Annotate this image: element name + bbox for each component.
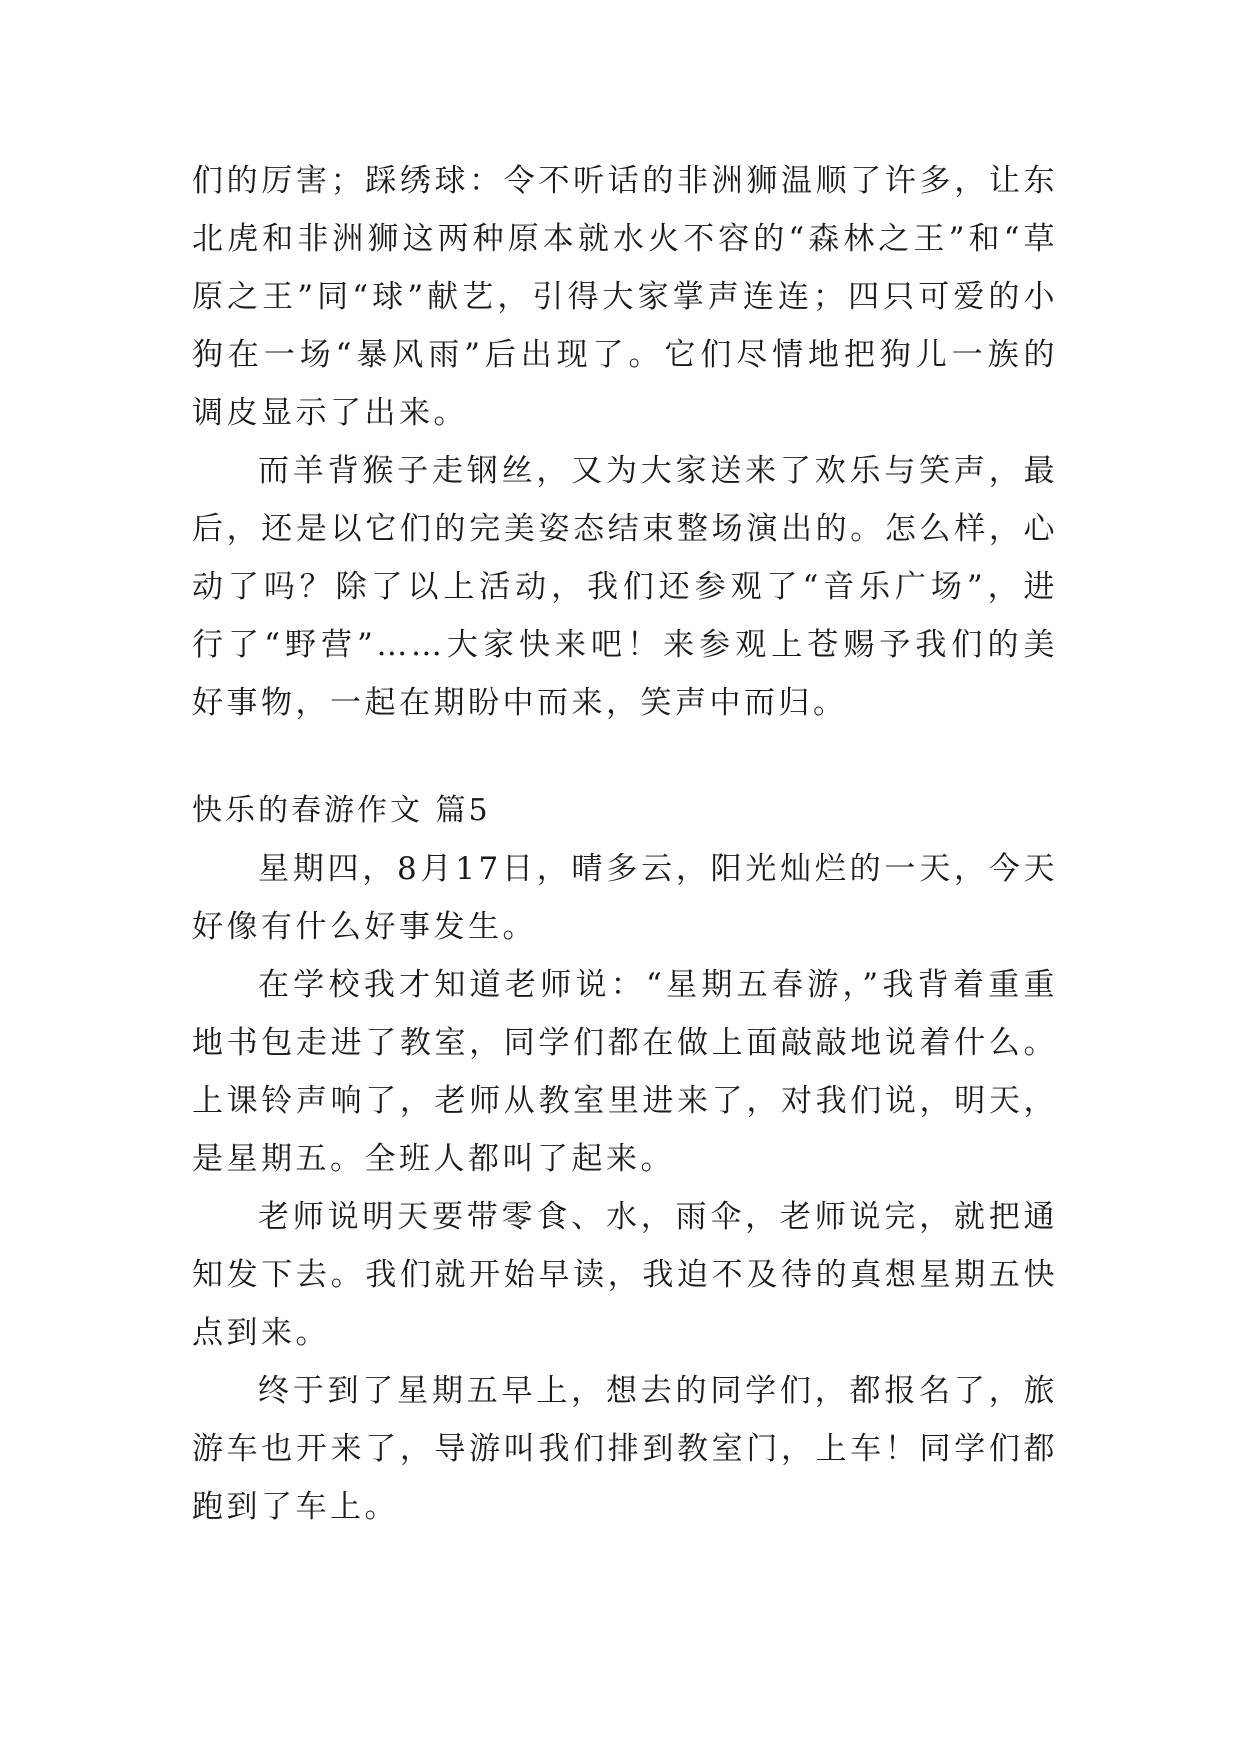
- section-heading: 快乐的春游作文 篇5: [192, 793, 491, 828]
- paragraph: 终于到了星期五早上，想去的同学们，都报名了，旅游车也开来了，导游叫我们排到教室门，上车！同学们都跑到了车上。: [192, 1373, 1058, 1525]
- paragraph: 老师说明天要带零食、水，雨伞，老师说完，就把通知发下去。我们就开始早读，我迫不及待的真想星期五快点到来。: [192, 1199, 1058, 1351]
- paragraph: 在学校我才知道老师说：“星期五春游，”我背着重重地书包走进了教室，同学们都在做上面敲敲地说着什么。上课铃声响了，老师从教室里进来了，对我们说，明天，是星期五。全班人都叫了起来。: [192, 967, 1058, 1177]
- document-page: [192, 152, 1058, 1536]
- paragraph: 而羊背猴子走钢丝，又为大家送来了欢乐与笑声，最后，还是以它们的完美姿态结束整场演出的。怎么样，心动了吗？除了以上活动，我们还参观了“音乐广场”，进行了“野营”……大家快来吧！来参观上苍赐予我们的美好事物，一起在期盼中而来，笑声中而归。: [192, 453, 1058, 721]
- paragraph: 星期四，8月17日，晴多云，阳光灿烂的一天，今天好像有什么好事发生。: [192, 851, 1058, 945]
- paragraph: 们的厉害；踩绣球：令不听话的非洲狮温顺了许多，让东北虎和非洲狮这两种原本就水火不容的“森林之王”和“草原之王”同“球”献艺，引得大家掌声连连；四只可爱的小狗在一场“暴风雨”后出现了。它们尽情地把狗儿一族的调皮显示了出来。: [192, 163, 1058, 431]
